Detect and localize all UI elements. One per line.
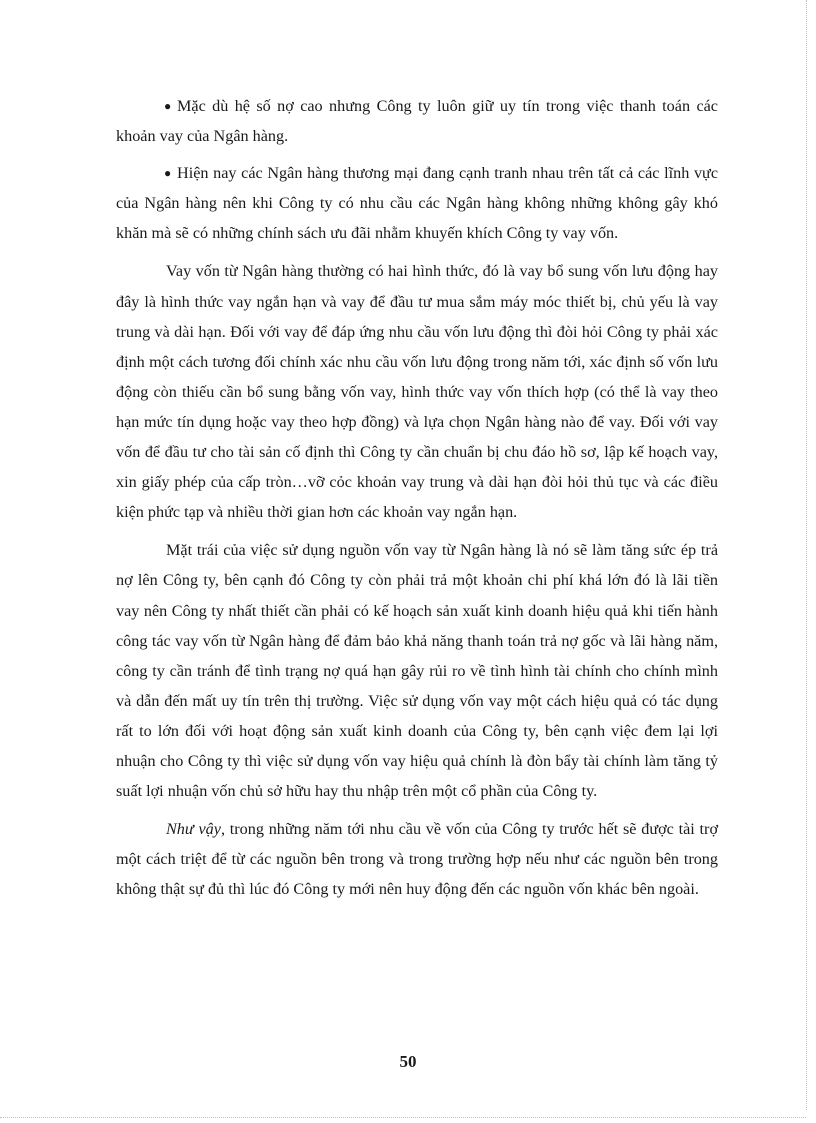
body-paragraph: Vay vốn từ Ngân hàng thường có hai hình thức, đó là vay bổ sung vốn lưu động hay đây là hình thức vay ngắn hạn và vay để đầu tư mua sắm máy móc thiết bị, chủ yếu là vay trung và dài hạn. Đối với vay để đáp ứng nhu cầu vốn lưu động thì đòi hỏi Công ty phải xác định một cách tương đối chính xác nhu cầu vốn lưu động trong năm tới, xác định số vốn lưu động còn thiếu cần bổ sung bằng vốn vay, hình thức vay vốn thích hợp (có thể là vay theo hạn mức tín dụng hoặc vay theo hợp đồng) và lựa chọn Ngân hàng nào để vay. Đối với vay vốn để đầu tư cho tài sản cố định thì Công ty cần chuẩn bị chu đáo hồ sơ, lập kế hoạch vay, xin giấy phép của cấp tròn…vỡ cỏc khoản vay trung và dài hạn đòi hỏi thủ tục và các điều kiện phức tạp và nhiều thời gian hơn các khoản vay ngắn hạn. xyxy=(116,262,718,522)
paragraph-text: , trong những năm tới nhu cầu về vốn của Công ty trước hết sẽ được tài trợ một cách triệt để từ các nguồn bên trong và trong trường hợp nếu như các nguồn bên trong không thật sự đủ thì lúc đó Công ty mới nên huy động đến các nguồn vốn khác bên ngoài. xyxy=(116,820,718,899)
body-paragraph xyxy=(116,814,718,904)
bullet-icon: ● xyxy=(164,166,172,181)
page-border-right xyxy=(806,0,807,1110)
bullet-item xyxy=(116,158,718,248)
italic-lead: Như vậy xyxy=(166,820,221,839)
body-paragraph: Mặt trái của việc sử dụng nguồn vốn vay từ Ngân hàng là nó sẽ làm tăng sức ép trả nợ lên Công ty, bên cạnh đó Công ty còn phải trả một khoản chi phí khá lớn đó là lãi tiền vay nên Công ty nhất thiết cần phải có kế hoạch sản xuất kinh doanh hiệu quả khi tiến hành công tác vay vốn từ Ngân hàng để đảm bảo khả năng thanh toán trả nợ gốc và lãi hàng năm, công ty cần tránh để tình trạng nợ quá hạn gây rủi ro về tình hình tài chính cho chính mình và dẫn đến mất uy tín trên thị trường. Việc sử dụng vốn vay một cách hiệu quả có tác dụng rất to lớn đối với hoạt động sản xuất kinh doanh của Công ty, bên cạnh việc đem lại lợi nhuận cho Công ty thì việc sử dụng vốn vay hiệu quả chính là đòn bẩy tài chính làm tăng tỷ suất lợi nhuận vốn chủ sở hữu hay thu nhập trên một cổ phần của Công ty. xyxy=(116,541,718,801)
page-border-bottom xyxy=(0,1117,806,1118)
page-number: 50 xyxy=(399,1052,417,1071)
page-body xyxy=(116,91,718,904)
bullet-icon: ● xyxy=(164,99,172,113)
bullet-text: Mặc dù hệ số nợ cao nhưng Công ty luôn giữ uy tín trong việc thanh toán các khoản vay của Ngân hàng. xyxy=(116,97,718,146)
bullet-text: Hiện nay các Ngân hàng thương mại đang cạnh tranh nhau trên tất cả các lĩnh vực của Ngân hàng nên khi Công ty có nhu cầu các Ngân hàng không những không gây khó khăn mà sẽ có những chính sách ưu đãi nhằm khuyến khích Công ty vay vốn. xyxy=(116,164,718,243)
bullet-item xyxy=(116,91,718,151)
